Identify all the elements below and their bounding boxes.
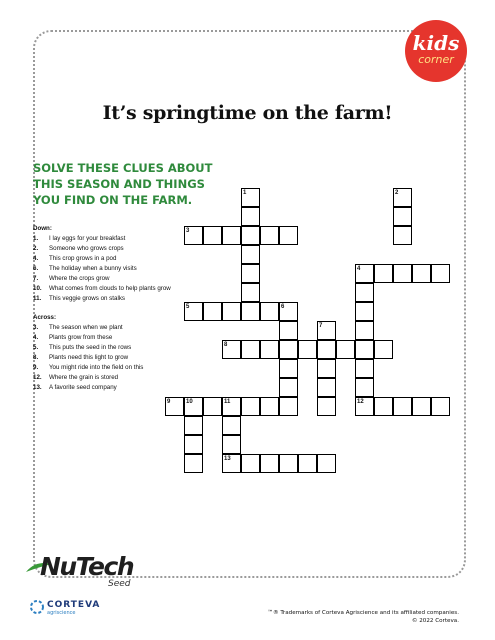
crossword-cell[interactable] [279, 359, 298, 378]
crossword-cell[interactable] [393, 226, 412, 245]
crossword-cell[interactable] [317, 397, 336, 416]
crossword-cell[interactable] [203, 226, 222, 245]
crossword-cell[interactable] [355, 378, 374, 397]
badge-corner-text: corner [418, 53, 454, 66]
corteva-mark-icon [30, 600, 44, 614]
crossword-cell[interactable] [355, 302, 374, 321]
clue-number: 13. [33, 384, 42, 391]
clue-text: The holiday when a bunny visits [49, 265, 137, 272]
clue-text: Plants need this light to grow [49, 354, 129, 361]
clue-text: Where the grain is stored [49, 374, 119, 381]
clue-number: 9. [33, 364, 39, 371]
crossword-cell[interactable] [355, 359, 374, 378]
clue-number: 4. [33, 334, 39, 341]
crossword-cell[interactable] [241, 207, 260, 226]
crossword-cell[interactable] [355, 283, 374, 302]
corteva-wordmark: CORTEVA [47, 600, 101, 610]
crossword-cell[interactable] [374, 264, 393, 283]
crossword-cell[interactable] [298, 340, 317, 359]
clue-text: A favorite seed company [49, 384, 117, 391]
heading-line: THIS SEASON AND THINGS [33, 177, 205, 191]
crossword-cell[interactable] [260, 397, 279, 416]
logo-wordmark: NuTech [40, 552, 134, 581]
corteva-subtext: agriscience [47, 610, 76, 616]
crossword-cell[interactable] [393, 207, 412, 226]
clue-number-label: 13 [224, 456, 231, 462]
clue-text: What comes from clouds to help plants grow [49, 285, 171, 292]
crossword-cell[interactable] [241, 340, 260, 359]
clue-number: 12. [33, 374, 42, 381]
crossword-cell[interactable] [355, 340, 374, 359]
clue-number-label: 6 [281, 304, 285, 310]
crossword-cell[interactable] [279, 454, 298, 473]
clue-number: 3. [33, 324, 39, 331]
clue-text: Plants grow from these [49, 334, 113, 341]
crossword-cell[interactable] [355, 321, 374, 340]
crossword-cell[interactable] [317, 454, 336, 473]
crossword-cell[interactable] [241, 397, 260, 416]
crossword-cell[interactable] [317, 340, 336, 359]
clue-number-label: 7 [319, 323, 323, 329]
clue-number: 6. [33, 265, 39, 272]
crossword-cell[interactable] [260, 226, 279, 245]
crossword-cell[interactable] [279, 321, 298, 340]
page-title: It’s springtime on the farm! [102, 102, 393, 124]
crossword-cell[interactable] [279, 397, 298, 416]
crossword-cell[interactable] [184, 416, 203, 435]
crossword-cell[interactable] [241, 264, 260, 283]
crossword-cell[interactable] [317, 378, 336, 397]
clue-number-label: 12 [357, 399, 364, 405]
clue-number: 4. [33, 255, 39, 262]
clue-number-label: 5 [186, 304, 190, 310]
clue-text: The season when we plant [49, 324, 123, 331]
crossword-cell[interactable] [374, 397, 393, 416]
crossword-cell[interactable] [222, 226, 241, 245]
clue-number-label: 3 [186, 228, 190, 234]
heading-line: YOU FIND ON THE FARM. [33, 193, 193, 207]
clue-number-label: 4 [357, 266, 361, 272]
clue-number-label: 1 [243, 190, 247, 196]
clue-text: Someone who grows crops [49, 245, 124, 252]
crossword-cell[interactable] [431, 397, 450, 416]
crossword-cell[interactable] [317, 359, 336, 378]
crossword-cell[interactable] [184, 454, 203, 473]
legal-notice [267, 609, 459, 625]
crossword-cell[interactable] [374, 340, 393, 359]
clue-text: This crop grows in a pod [49, 255, 117, 262]
crossword-cell[interactable] [203, 397, 222, 416]
clue-number: 8. [33, 354, 39, 361]
crossword-cell[interactable] [336, 340, 355, 359]
clue-number-label: 9 [167, 399, 171, 405]
crossword-cell[interactable] [260, 302, 279, 321]
clue-text: You might ride into the field on this [49, 364, 144, 371]
clue-number-label: 8 [224, 342, 228, 348]
crossword-cell[interactable] [222, 416, 241, 435]
crossword-cell[interactable] [241, 283, 260, 302]
clue-number-label: 11 [224, 399, 231, 405]
crossword-cell[interactable] [241, 454, 260, 473]
crossword-cell[interactable] [241, 245, 260, 264]
crossword-cell[interactable] [203, 302, 222, 321]
across-header: Across: [33, 314, 57, 321]
crossword-cell[interactable] [393, 397, 412, 416]
clue-text: Where the crops grow [49, 275, 110, 282]
crossword-cell[interactable] [298, 454, 317, 473]
clue-number: 5. [33, 344, 39, 351]
badge-kids-text: kids [412, 31, 460, 55]
down-header: Down: [33, 225, 52, 232]
clue-number: 1. [33, 235, 39, 242]
crossword-cell[interactable] [279, 378, 298, 397]
legal-line: ™® Trademarks of Corteva Agriscience and its affiliated companies. [267, 610, 459, 616]
crossword-cell[interactable] [412, 264, 431, 283]
clue-text: I lay eggs for your breakfast [49, 235, 126, 242]
clue-number-label: 2 [395, 190, 399, 196]
clue-number: 11. [33, 295, 42, 302]
crossword-cell[interactable] [279, 340, 298, 359]
heading-line: SOLVE THESE CLUES ABOUT [33, 161, 213, 175]
crossword-cell[interactable] [412, 397, 431, 416]
clue-number: 7. [33, 275, 39, 282]
crossword-cell[interactable] [184, 435, 203, 454]
clue-number: 10. [33, 285, 42, 292]
crossword-cell[interactable] [279, 226, 298, 245]
clue-number: 2. [33, 245, 39, 252]
logo-subtext: Seed [108, 579, 131, 589]
crossword-cell[interactable] [222, 435, 241, 454]
crossword-cell[interactable] [241, 302, 260, 321]
clue-text: This veggie grows on stalks [49, 295, 126, 302]
crossword-cell[interactable] [241, 226, 260, 245]
crossword-cell[interactable] [222, 302, 241, 321]
crossword-cell[interactable] [393, 264, 412, 283]
clue-text: This puts the seed in the rows [49, 344, 132, 351]
crossword-cell[interactable] [260, 340, 279, 359]
crossword-cell[interactable] [431, 264, 450, 283]
crossword-cell[interactable] [260, 454, 279, 473]
clue-number-label: 10 [186, 399, 193, 405]
legal-line: © 2022 Corteva. [411, 618, 459, 624]
